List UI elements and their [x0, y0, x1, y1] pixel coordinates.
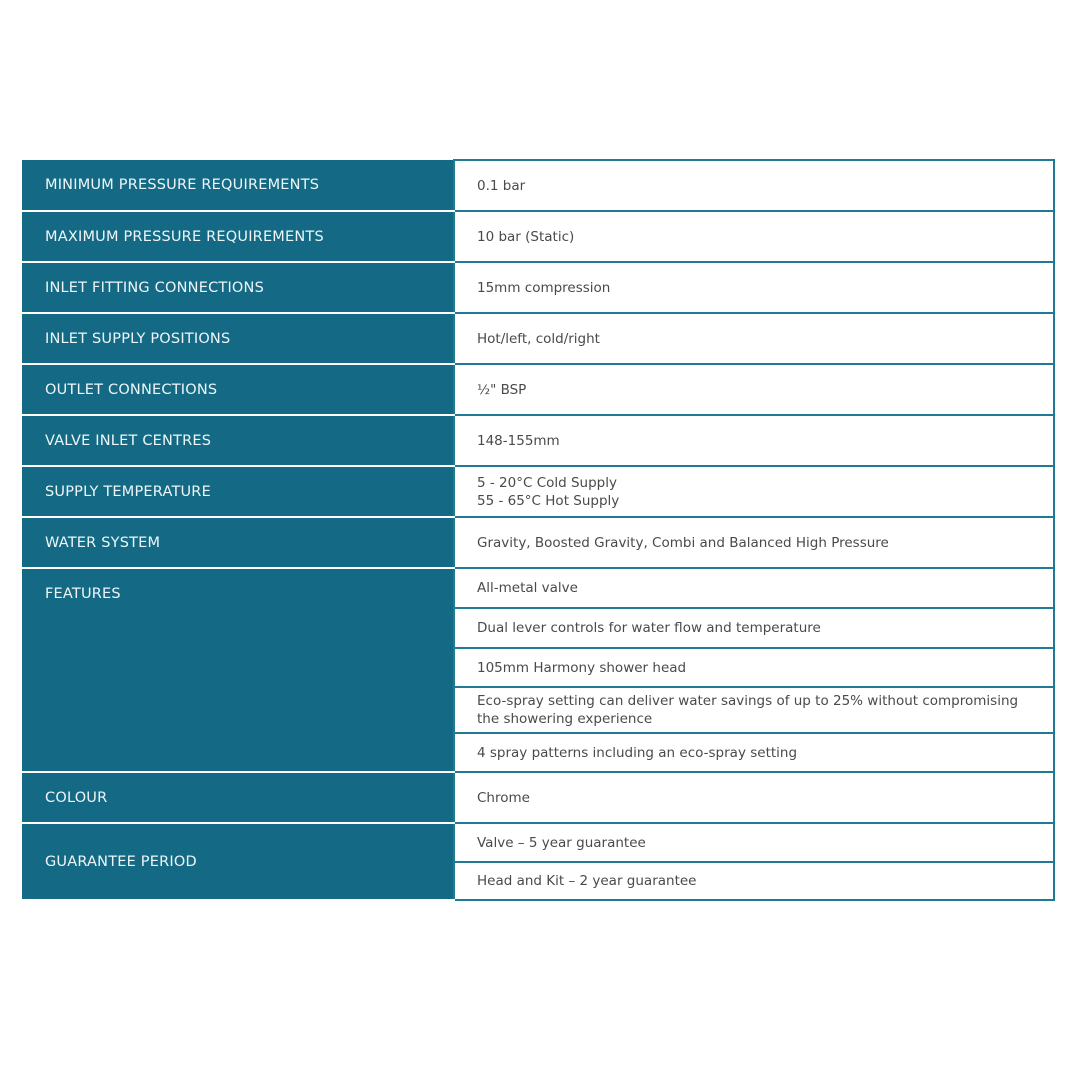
spec-label: INLET SUPPLY POSITIONS	[22, 313, 454, 364]
spec-row-maximum-pressure	[22, 211, 1054, 262]
spec-label: FEATURES	[22, 568, 454, 772]
spec-label: OUTLET CONNECTIONS	[22, 364, 454, 415]
spec-value: Gravity, Boosted Gravity, Combi and Balanced High Pressure	[454, 517, 1054, 568]
spec-label: GUARANTEE PERIOD	[22, 823, 454, 900]
spec-value: 0.1 bar	[454, 160, 1054, 211]
spec-row-features	[22, 568, 1054, 608]
spec-row-water-system	[22, 517, 1054, 568]
spec-value: Dual lever controls for water flow and temperature	[454, 608, 1054, 648]
spec-row-inlet-supply-positions	[22, 313, 1054, 364]
spec-value: 10 bar (Static)	[454, 211, 1054, 262]
spec-value: Hot/left, cold/right	[454, 313, 1054, 364]
spec-value: 15mm compression	[454, 262, 1054, 313]
spec-value: 105mm Harmony shower head	[454, 648, 1054, 687]
spec-value: All-metal valve	[454, 568, 1054, 608]
spec-label: COLOUR	[22, 772, 454, 823]
spec-value	[454, 466, 1054, 517]
spec-label: WATER SYSTEM	[22, 517, 454, 568]
spec-value: 4 spray patterns including an eco-spray setting	[454, 733, 1054, 772]
spec-row-guarantee-period	[22, 823, 1054, 862]
spec-label: INLET FITTING CONNECTIONS	[22, 262, 454, 313]
spec-row-colour	[22, 772, 1054, 823]
spec-value: 148-155mm	[454, 415, 1054, 466]
spec-value: ½" BSP	[454, 364, 1054, 415]
spec-value-line: 5 - 20°C Cold Supply	[477, 474, 617, 491]
spec-label: SUPPLY TEMPERATURE	[22, 466, 454, 517]
spec-value: Eco-spray setting can deliver water savings of up to 25% without compromising the showering experience	[454, 687, 1054, 733]
spec-row-inlet-fitting	[22, 262, 1054, 313]
spec-label: MAXIMUM PRESSURE REQUIREMENTS	[22, 211, 454, 262]
spec-row-valve-inlet-centres	[22, 415, 1054, 466]
spec-value-line: 55 - 65°C Hot Supply	[477, 492, 620, 509]
spec-row-supply-temperature	[22, 466, 1054, 517]
spec-label: VALVE INLET CENTRES	[22, 415, 454, 466]
spec-value: Head and Kit – 2 year guarantee	[454, 862, 1054, 900]
specifications-table	[22, 159, 1055, 901]
spec-row-minimum-pressure	[22, 160, 1054, 211]
spec-row-outlet-connections	[22, 364, 1054, 415]
spec-label: MINIMUM PRESSURE REQUIREMENTS	[22, 160, 454, 211]
spec-value: Valve – 5 year guarantee	[454, 823, 1054, 862]
spec-value: Chrome	[454, 772, 1054, 823]
